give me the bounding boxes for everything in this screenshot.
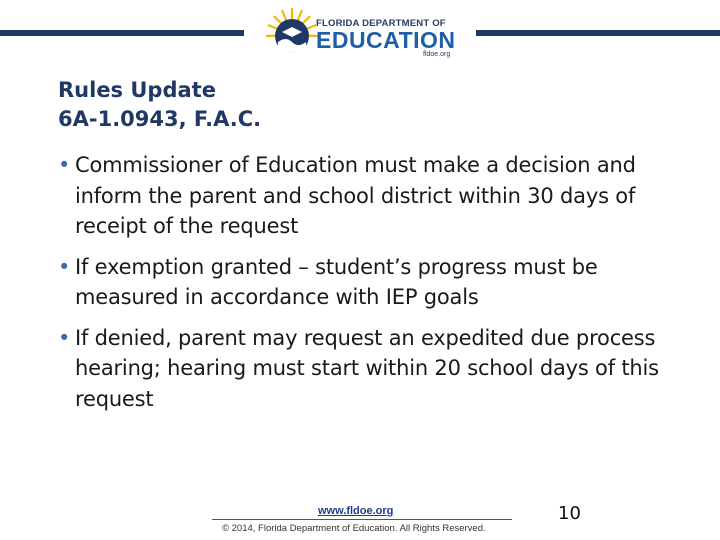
- footer-website-link[interactable]: www.fldoe.org: [318, 505, 394, 517]
- slide-title: [58, 76, 261, 134]
- footer-divider: [212, 519, 512, 520]
- page-number: 10: [558, 503, 581, 524]
- logo-top-text: FLORIDA DEPARTMENT OF: [316, 18, 446, 29]
- header-bar-right: [476, 30, 720, 36]
- bullet-item: • If denied, parent may request an expedited due process hearing; hearing must start within 20 school days of this request: [58, 323, 688, 415]
- fldoe-logo: [258, 4, 460, 66]
- logo-main-text: EDUCATION: [316, 27, 456, 53]
- title-line-1: Rules Update: [58, 78, 216, 102]
- bullet-item: • If exemption granted – student’s progress must be measured in accordance with IEP goals: [58, 252, 688, 313]
- title-line-2: 6A-1.0943, F.A.C.: [58, 107, 262, 131]
- sun-emblem-icon: [264, 6, 320, 64]
- bullet-item: • Commissioner of Education must make a decision and inform the parent and school district within 30 days of receipt of the request: [58, 150, 688, 242]
- footer-copyright: © 2014, Florida Department of Education. All Rights Reserved.: [222, 523, 486, 534]
- bullet-list: [58, 150, 688, 424]
- header-bar-left: [0, 30, 244, 36]
- logo-url-text: fldoe.org: [423, 51, 451, 58]
